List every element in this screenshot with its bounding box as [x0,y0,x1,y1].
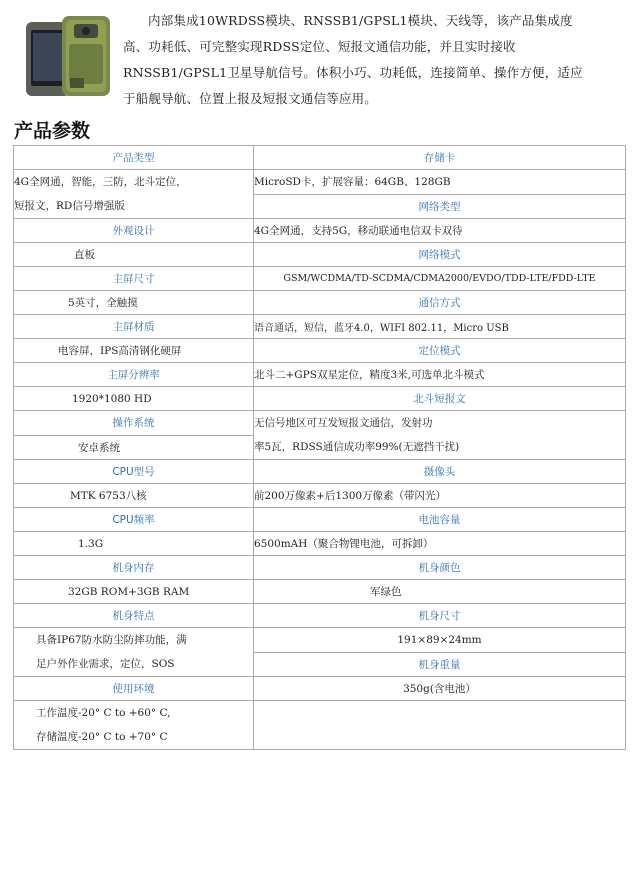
position-label: 定位模式 [254,339,626,363]
appearance-label: 外观设计 [14,219,254,243]
env-line1: 工作温度-20° C to +60° C, [36,707,171,719]
network-type-value: 4G全网通，支持5G，移动联通电信双卡双待 [254,219,626,243]
features-line1: 具备IP67防水防尘防摔功能，满 [36,634,187,646]
table-row [14,219,626,243]
cpu-freq-label: CPU频率 [14,508,254,532]
cpu-freq-value: 1.3G [14,532,254,556]
table-row [14,315,626,339]
screen-material-label: 主屏材质 [14,315,254,339]
table-row [14,146,626,170]
resolution-value: 1920*1080 HD [14,387,254,411]
cpu-model-value: MTK 6753八核 [14,484,254,508]
network-mode-label: 网络模式 [254,243,626,267]
table-row [14,484,626,508]
storage-value: MicroSD卡，扩展容量：64GB、128GB [254,170,626,195]
table-row [14,556,626,580]
env-value [14,701,254,750]
features-label: 机身特点 [14,604,254,628]
size-value: 191×89×24mm [254,628,626,653]
cpu-model-label: CPU型号 [14,460,254,484]
size-label: 机身尺寸 [254,604,626,628]
table-row [14,628,626,653]
table-row [14,532,626,556]
sms-line2: 率5瓦，RDSS通信成功率99%(无遮挡干扰) [254,441,460,453]
network-mode-value: GSM/WCDMA/TD-SCDMA/CDMA2000/EVDO/TDD-LTE/FDD-LTE [254,267,626,291]
parameters-table [13,145,626,750]
screen-material-value: 电容屏，IPS高清钢化硬屏 [14,339,254,363]
network-type-label: 网络类型 [254,194,626,219]
table-row [14,677,626,701]
position-value: 北斗二+GPS双星定位，精度3米,可选单北斗模式 [254,363,626,387]
section-title: 产品参数 [14,120,91,142]
empty-cell [254,701,626,750]
storage-label: 存储卡 [254,146,626,170]
table-row [14,291,626,315]
color-value: 军绿色 [254,580,626,604]
table-row [14,339,626,363]
features-line2: 足户外作业需求，定位，SOS [36,658,175,670]
screen-size-value: 5英寸，全触摸 [14,291,254,315]
weight-value: 350g(含电池） [254,677,626,701]
intro-section [18,8,628,113]
features-value [14,628,254,677]
sms-label: 北斗短报文 [254,387,626,411]
table-row [14,411,626,436]
os-label: 操作系统 [14,411,254,436]
table-row [14,243,626,267]
table-row [14,460,626,484]
camera-value: 前200万像素+后1300万像素（带闪光） [254,484,626,508]
product-type-value [14,170,254,219]
table-row [14,363,626,387]
memory-value: 32GB ROM+3GB RAM [14,580,254,604]
table-row [14,580,626,604]
screen-size-label: 主屏尺寸 [14,267,254,291]
color-label: 机身颜色 [254,556,626,580]
env-line2: 存储温度-20° C to +70° C [36,731,168,743]
product-type-line2: 短报文，RD信号增强版 [14,200,125,212]
comm-label: 通信方式 [254,291,626,315]
table-row [14,170,626,195]
sms-value [254,411,626,460]
battery-label: 电池容量 [254,508,626,532]
table-row [14,387,626,411]
env-label: 使用环境 [14,677,254,701]
camera-label: 摄像头 [254,460,626,484]
product-type-label: 产品类型 [14,146,254,170]
table-row [14,508,626,532]
memory-label: 机身内存 [14,556,254,580]
comm-value: 语音通话，短信，蓝牙4.0，WIFI 802.11，Micro USB [254,315,626,339]
os-value: 安卓系统 [14,435,254,460]
sms-line1: 无信号地区可互发短报文通信，发射功 [254,417,433,429]
product-image [22,14,116,100]
battery-value: 6500mAH（聚合物锂电池，可拆卸） [254,532,626,556]
product-type-line1: 4G全网通，智能，三防，北斗定位， [14,176,187,188]
table-row [14,701,626,750]
table-row [14,604,626,628]
resolution-label: 主屏分辨率 [14,363,254,387]
weight-label: 机身重量 [254,652,626,677]
appearance-value: 直板 [14,243,254,267]
table-row [14,267,626,291]
intro-paragraph: 内部集成10WRDSS模块、RNSSB1/GPSL1模块、天线等，该产品集成度高、功耗低、可完整实现RDSS定位、短报文通信功能，并且实时接收RNSSB1/GPSL1卫星导航信号。体积小巧、功耗低，连接简单、操作方便，适应于船舰导航、位置上报及短报文通信等应用。 [123,13,583,106]
